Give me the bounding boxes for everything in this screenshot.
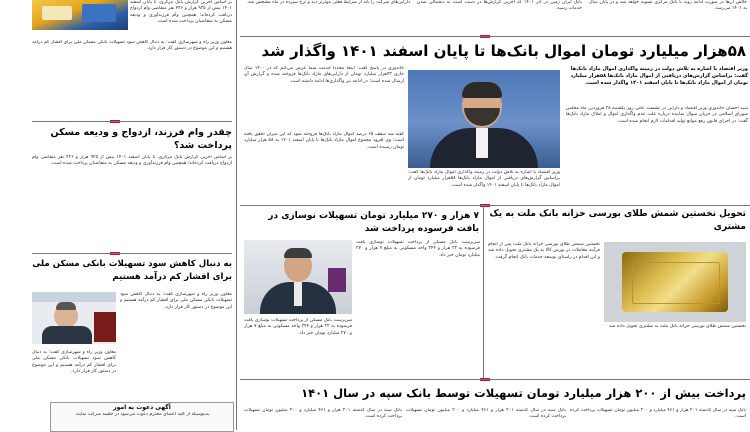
story-left-mid-body-cont: معاون وزیر راه و شهرسازی گفت: به دنبال کاهش سود تسهیلات بانکی مسکن ملی برای اقشار کم درآمد هستیم و این موضوع در دستور کار قرار دارد.: [32, 350, 116, 375]
minister-photo: [408, 70, 560, 168]
divider: [32, 121, 232, 122]
main-story-body-left: گفته شد سقف ۶۵ درصد اموال مازاد بانک‌ها فروخته شود که این میزان تحقق یافته است؛ وی افزود مجموع اموال مازاد بانک‌ها تا پایان اسفند ۱۴۰۱ به ۵۸ هزار میلیارد تومان رسیده است.: [244, 132, 404, 150]
story-center-right-headline: تحویل نخستین شمش طلای بورسی خزانه بانک ملت به یک مشتری: [489, 209, 746, 232]
top-strip-col-1: خالص آن‌ها در صورت ادامه روند با بانک مرکزی تسویه خواهد شد و در پایان سال به ۱۴۰۱ می‌رسد.: [589, 0, 747, 12]
official-portrait-photo: [32, 292, 116, 344]
gold-bar-photo: [604, 242, 746, 322]
main-story-caption: وزیر اقتصاد با اشاره به تلاش دولت در زمینه واگذاری اموال مازاد بانک‌ها گفت: براساس گزارش‌های دریافتی از اموال مازاد بانک‌ها ۵۸هزار میلیارد تومان از اموال مازاد بانک‌ها تا پایان اسفند ۱۴۰۱ واگذار شده است.: [408, 170, 560, 188]
story-center-right-body: نخستین شمش طلای بورسی خزانه بانک ملت پس از انجام فرآیند معاملات در بورس کالا به یک مشتری تحویل داده شد و این اقدام در راستای توسعه خدمات بانک انجام گرفت.: [488, 242, 600, 260]
ad-box-title: آگهی دعوت به امور: [113, 404, 171, 411]
main-story-headline: ۵۸هزار میلیارد تومان اموال بانک‌ها تا پایان اسفند ۱۴۰۱ واگذار شد: [261, 42, 746, 60]
story-center-left-headline: ۷ هزار و ۲۷۰ میلیارد تومان تسهیلات نوسازی در بافت فرسوده پرداخت شد: [268, 211, 479, 234]
column-divider: [236, 0, 237, 430]
story-bottom-body-right: بانک سپه در سال گذشته ۲۰۱ هزار و ۴۶۱ میلیارد و ۲۰۰ میلیون تومان تسهیلات پرداخت کرده است.: [570, 408, 746, 420]
divider: [240, 379, 750, 380]
left-continuation-text: معاون وزیر راه و شهرسازی گفت: به دنبال کاهش سود تسهیلات بانکی مسکن ملی برای اقشار کم درآمد هستیم و این موضوع در دستور کار قرار دارد.: [32, 40, 232, 52]
story-bottom-body-left: بانک سپه در سال گذشته ۲۰۱ هزار و ۴۶۱ میلیارد و ۲۰۰ میلیون تومان تسهیلات پرداخت کرده است.: [244, 408, 402, 420]
divider: [240, 205, 750, 206]
top-strip: [237, 0, 749, 34]
story-bottom-body-mid: بانک سپه در سال گذشته ۲۰۱ هزار و ۴۶۱ میلیارد و ۲۰۰ میلیون تومان تسهیلات پرداخت کرده است.: [406, 408, 566, 420]
gold-bar-caption: نخستین شمش طلای بورسی خزانه بانک ملت به مشتری تحویل داده شد: [609, 324, 746, 329]
main-story-lead: وزیر اقتصاد با اشاره به تلاش دولت در زمینه واگذاری اموال مازاد بانک‌ها گفت: براساس گزارش‌های دریافتی از اموال مازاد بانک‌ها ۵۸هزار میلیارد تومان از اموال مازاد بانک‌ها تا پایان اسفند ۱۴۰۱ واگذار شده است.: [570, 66, 748, 86]
top-strip-col-2: بانک ایران زمین در آذر ۱۴۰۱ که آخرین گزارش‌ها در دست است به دیجیتالی شدن خدمات رسید.: [417, 0, 582, 12]
story-left-top-body: بر اساس آخرین گزارش بانک مرکزی، تا پایان اسفند ۱۴۰۱ بیش از ۹۲۵ هزار و ۴۲۶ نفر متقاضی وام ازدواج دریافت کرده‌اند؛ همچنین وام فرزندآوری و ودیعه مسکن به متقاضیان پرداخت شده است.: [32, 155, 232, 167]
divider: [32, 253, 232, 254]
story-bottom-headline: پرداخت بیش از ۲۰۰ هزار میلیارد تومان تسهیلات توسط بانک سپه در سال ۱۴۰۱: [301, 386, 746, 400]
bank-ceo-photo: [244, 240, 352, 314]
story-left-mid-headline: به دنبال کاهش سود تسهیلات بانکی مسکن ملی برای اقشار کم درآمد هستیم: [32, 259, 232, 282]
top-strip-col-3: دارایی‌های شرکت را باید از شرایط فعلی موثرتر دید و نرخ سپرده در ماه مشخص شد.: [246, 0, 410, 5]
main-story-body-right: سید احسان خاندوزی وزیر اقتصاد و دارایی در نشست علنی روز یکشنبه ۲۸ فروردین ماه مجلس شورای اسلامی در جریان سوال نماینده درباره علت عدم واگذاری اموال و املاک مازاد بانک‌ها گفت: در اجرای قانون رفع موانع تولید اقدامات لازم انجام شده است.: [566, 106, 748, 124]
story-center-left-body-a: سرپرست بانک مسکن از پرداخت تسهیلات نوسازی بافت فرسوده به ۲۲ هزار و ۲۴۴ واحد مسکونی به مبلغ ۷ هزار و ۲۷۰ میلیارد تومان خبر داد.: [356, 240, 480, 258]
story-center-left-body-b: سرپرست بانک مسکن از پرداخت تسهیلات نوسازی بافت فرسوده به ۲۲ هزار و ۲۴۴ واحد مسکونی به مبلغ ۷ هزار و ۲۷۰ میلیارد تومان خبر داد.: [244, 318, 352, 336]
ad-box-body: بدینوسیله از کلیه اعضای محترم دعوت می‌شود در جلسه شرکت نمایند.: [74, 412, 210, 417]
left-top-text: بر اساس آخرین گزارش بانک مرکزی، تا پایان اسفند ۱۴۰۱ بیش از ۹۲۵ هزار و ۴۲۶ نفر متقاضی وام ازدواج دریافت کرده‌اند؛ همچنین وام فرزندآوری و ودیعه مسکن به متقاضیان پرداخت شده است.: [130, 0, 232, 25]
story-left-mid-body: معاون وزیر راه و شهرسازی گفت: به دنبال کاهش سود تسهیلات بانکی مسکن ملی برای اقشار کم درآمد هستیم و این موضوع در دستور کار قرار دارد.: [120, 292, 232, 310]
ad-box: [50, 402, 234, 432]
column-divider: [483, 206, 484, 378]
main-story-body-mid: خاندوزی در پاسخ گفت: اینجا مجددا خدمت شما عرض می‌کنم که در ۱۴۰۰ سال جاری ۴۳هزار میلیارد تومان از دارایی‌های مازاد بانک‌ها فروخته شده و گزارش آن ارسال شده است؛ در ادامه نیز واگذاری‌ها ادامه داشته است.: [244, 66, 404, 84]
story-left-top-headline: چقدر وام فرزند، ازدواج و ودیعه مسکن پرداخت شد؟: [50, 127, 232, 151]
top-left-thumbnail: [32, 0, 128, 30]
divider: [240, 36, 750, 37]
